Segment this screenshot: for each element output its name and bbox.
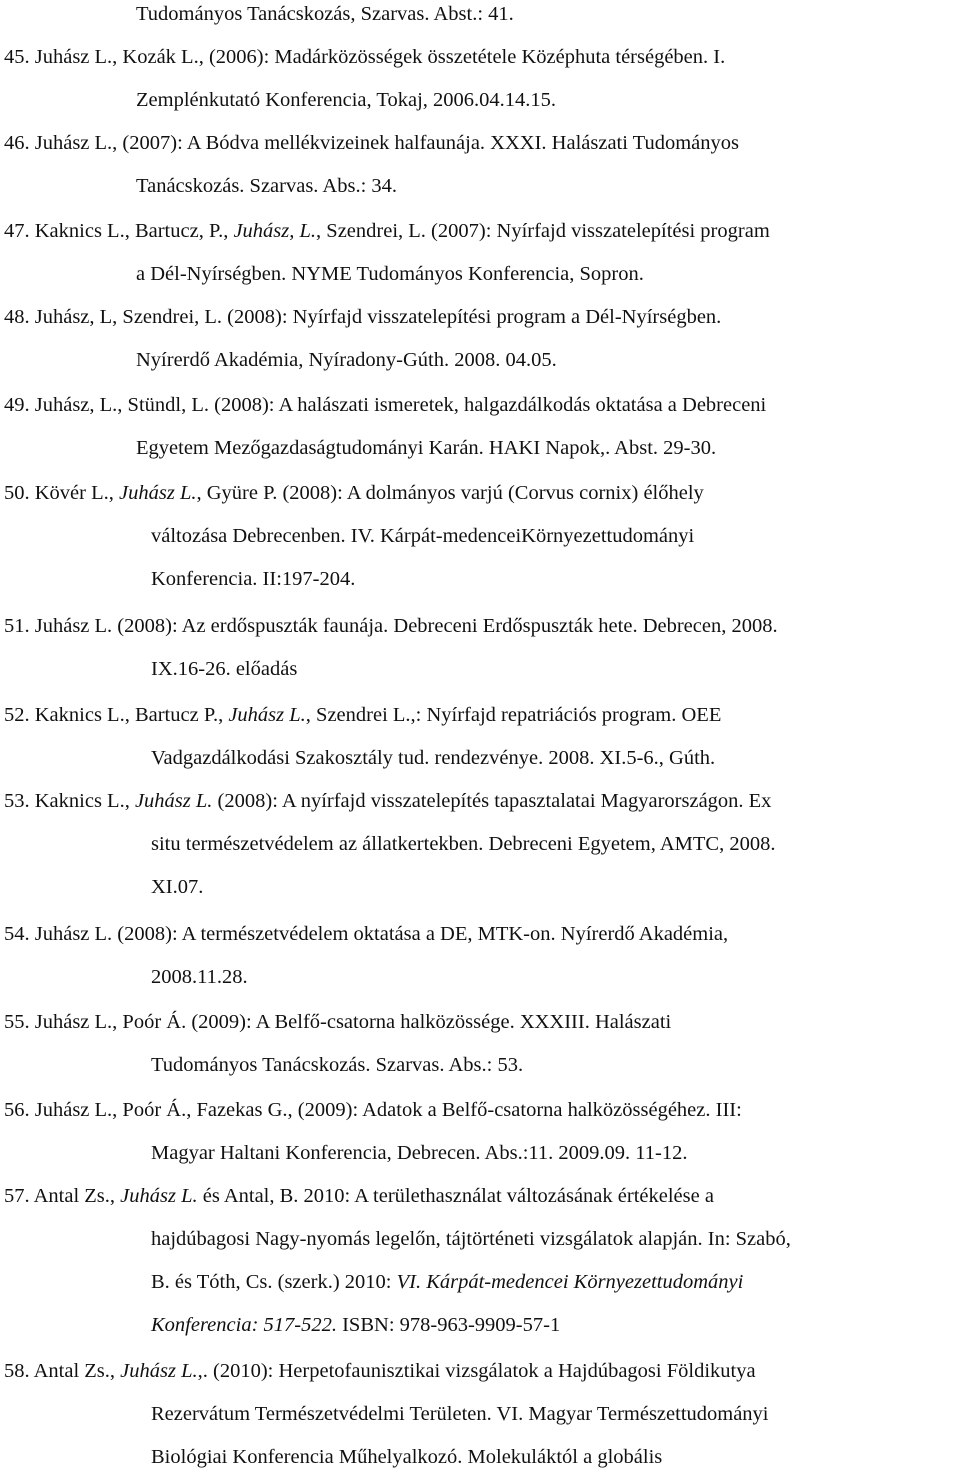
reference-line — [151, 566, 355, 592]
text-run: Biológiai Konferencia Műhelyalkozó. Molekuláktól a globális — [151, 1446, 663, 1468]
text-run: Tanácskozás. Szarvas. Abs.: 34. — [136, 175, 398, 197]
text-run: a Dél-Nyírségben. NYME Tudományos Konferencia, Sopron. — [136, 263, 644, 285]
text-run: 58. Antal Zs., — [4, 1360, 121, 1382]
reference-line — [4, 1097, 742, 1123]
italic-text: VI. Kárpát-medencei Környezettudományi — [396, 1271, 744, 1293]
italic-text: Konferencia: 517-522. — [151, 1314, 337, 1336]
reference-line — [151, 1052, 523, 1078]
reference-line — [136, 87, 556, 113]
text-run: 53. Kaknics L., — [4, 790, 135, 812]
reference-line — [4, 613, 778, 639]
text-run: 45. Juhász L., Kozák L., (2006): Madárközösségek összetétele Középhuta térségében. I. — [4, 46, 726, 68]
text-run: (2008): A nyírfajd visszatelepítés tapasztalatai Magyarországon. Ex — [212, 790, 772, 812]
reference-line — [151, 1269, 743, 1295]
reference-line — [136, 347, 557, 373]
reference-line — [136, 435, 716, 461]
italic-text: Juhász L. — [120, 1360, 198, 1382]
reference-line — [136, 261, 644, 287]
text-run: Rezervátum Természetvédelmi Területen. VI. Magyar Természettudományi — [151, 1403, 769, 1425]
text-run: Zemplénkutató Konferencia, Tokaj, 2006.04.14.15. — [136, 89, 557, 111]
text-run: 51. Juhász L. (2008): Az erdőspuszták faunája. Debreceni Erdőspuszták hete. Debrecen, 2008. — [4, 615, 778, 637]
reference-line — [4, 1009, 671, 1035]
reference-line — [4, 218, 770, 244]
reference-line — [151, 1401, 769, 1427]
text-run: , Gyüre P. (2008): A dolmányos varjú (Corvus cornix) élőhely — [196, 482, 704, 504]
reference-line — [4, 304, 721, 330]
reference-line — [151, 745, 715, 771]
italic-text: Juhász L. — [119, 482, 197, 504]
reference-line — [4, 392, 766, 418]
text-run: 46. Juhász L., (2007): A Bódva mellékvizeinek halfaunája. XXXI. Halászati Tudományos — [4, 132, 740, 154]
text-run: 47. Kaknics L., Bartucz, P., — [4, 220, 234, 242]
text-run: 56. Juhász L., Poór Á., Fazekas G., (2009): Adatok a Belfő-csatorna halközösségéhez. III: — [4, 1099, 742, 1121]
text-run: 2008.11.28. — [151, 966, 248, 988]
reference-line — [151, 1312, 560, 1338]
reference-line — [151, 1226, 791, 1252]
text-run: , Szendrei L.,: Nyírfajd repatriációs program. OEE — [305, 704, 722, 726]
text-run: Magyar Haltani Konferencia, Debrecen. Abs.:11. 2009.09. 11-12. — [151, 1142, 688, 1164]
text-run: 50. Kövér L., — [4, 482, 120, 504]
text-run: 52. Kaknics L., Bartucz P., — [4, 704, 229, 726]
text-run: B. és Tóth, Cs. (szerk.) 2010: — [151, 1271, 397, 1293]
reference-line — [4, 921, 728, 947]
text-run: Tudományos Tanácskozás, Szarvas. Abst.: 41. — [136, 3, 514, 25]
text-run: 49. Juhász, L., Stündl, L. (2008): A halászati ismeretek, halgazdálkodás oktatása a Debreceni — [4, 394, 767, 416]
text-run: IX.16-26. előadás — [151, 658, 298, 680]
text-run: hajdúbagosi Nagy-nyomás legelőn, tájtörténeti vizsgálatok alapján. In: Szabó, — [151, 1228, 791, 1250]
reference-line — [151, 656, 297, 682]
reference-line — [4, 702, 721, 728]
italic-text: Juhász L. — [120, 1185, 198, 1207]
text-run: XI.07. — [151, 876, 204, 898]
reference-line — [151, 1444, 662, 1470]
reference-line — [136, 173, 397, 199]
text-run: Egyetem Mezőgazdaságtudományi Karán. HAKI Napok,. Abst. 29-30. — [136, 437, 717, 459]
reference-line — [151, 831, 775, 857]
text-run: situ természetvédelem az állatkertekben. Debreceni Egyetem, AMTC, 2008. — [151, 833, 776, 855]
reference-line — [4, 1358, 756, 1384]
reference-line — [4, 44, 725, 70]
text-run: Vadgazdálkodási Szakosztály tud. rendezvénye. 2008. XI.5-6., Gúth. — [151, 747, 716, 769]
reference-line — [4, 788, 771, 814]
reference-line — [136, 1, 514, 27]
italic-text: Juhász L. — [228, 704, 306, 726]
reference-line — [151, 964, 248, 990]
text-run: 55. Juhász L., Poór Á. (2009): A Belfő-csatorna halközössége. XXXIII. Halászati — [4, 1011, 672, 1033]
text-run: és Antal, B. 2010: A területhasználat változásának értékelése a — [197, 1185, 714, 1207]
text-run: változása Debrecenben. IV. Kárpát-medenceiKörnyezettudományi — [151, 525, 695, 547]
text-run: 57. Antal Zs., — [4, 1185, 121, 1207]
reference-line — [4, 1183, 714, 1209]
italic-text: Juhász, L. — [233, 220, 317, 242]
reference-line — [151, 1140, 687, 1166]
reference-line — [151, 523, 694, 549]
text-run: Tudományos Tanácskozás. Szarvas. Abs.: 53. — [151, 1054, 524, 1076]
italic-text: Juhász L. — [134, 790, 213, 812]
reference-line — [4, 480, 704, 506]
text-run: , Szendrei, L. (2007): Nyírfajd visszatelepítési program — [316, 220, 770, 242]
text-run: 54. Juhász L. (2008): A természetvédelem oktatása a DE, MTK-on. Nyírerdő Akadémia, — [4, 923, 729, 945]
reference-line — [4, 130, 739, 156]
text-run: 48. Juhász, L, Szendrei, L. (2008): Nyírfajd visszatelepítési program a Dél-Nyírségben. — [4, 306, 722, 328]
text-run: Konferencia. II:197-204. — [151, 568, 356, 590]
text-run: ,. (2010): Herpetofaunisztikai vizsgálatok a Hajdúbagosi Földikutya — [197, 1360, 756, 1382]
reference-line — [151, 874, 203, 900]
text-run: Nyírerdő Akadémia, Nyíradony-Gúth. 2008. 04.05. — [136, 349, 557, 371]
text-run: ISBN: 978-963-9909-57-1 — [336, 1314, 561, 1336]
